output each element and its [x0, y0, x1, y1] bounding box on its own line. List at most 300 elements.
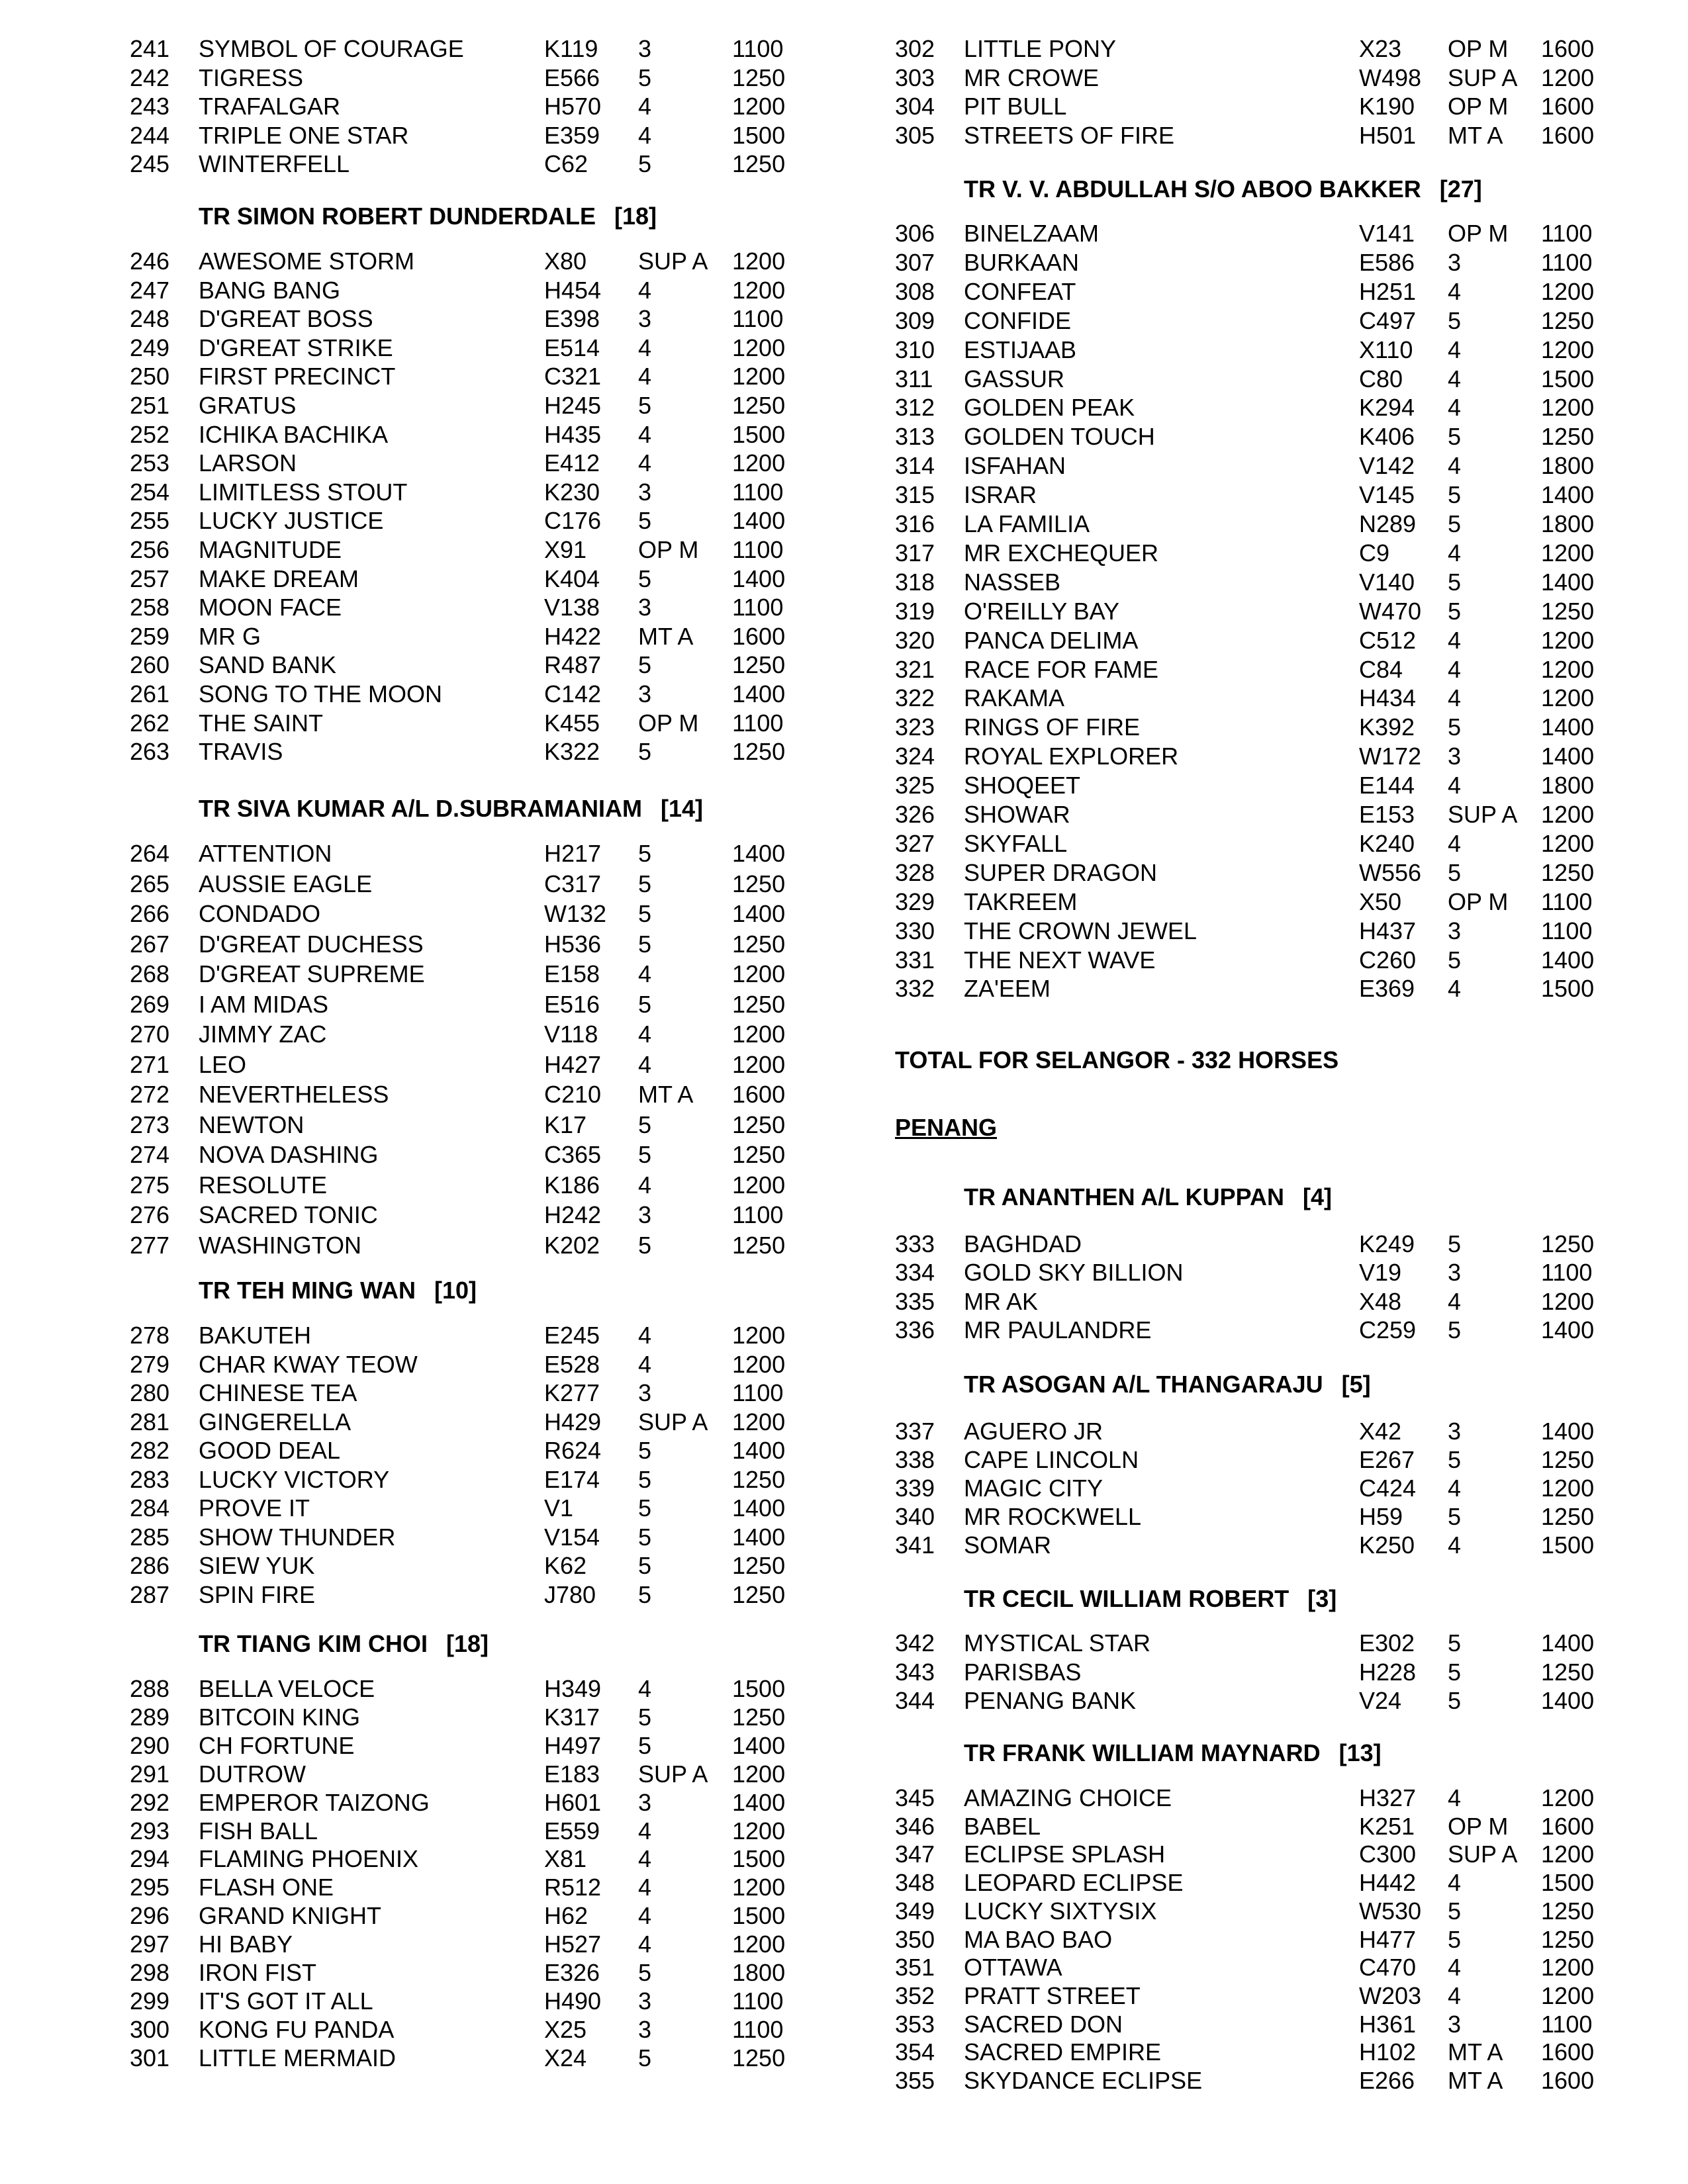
- horse-row: [0, 1494, 844, 1523]
- horse-code: H434: [1359, 684, 1417, 712]
- trainer-horse-count: [27]: [1439, 175, 1482, 203]
- horse-class: 3: [1448, 1259, 1462, 1287]
- horse-name: SAND BANK: [199, 651, 337, 679]
- horse-rating: 1800: [732, 1959, 786, 1986]
- horse-class: 3: [638, 478, 652, 506]
- horse-row: [0, 420, 844, 449]
- horse-number: 334: [895, 1259, 935, 1287]
- horse-code: C142: [544, 680, 602, 707]
- horse-rating: 1250: [1541, 306, 1595, 334]
- horse-row: [0, 2044, 844, 2073]
- horse-name: MAGIC CITY: [964, 1475, 1103, 1502]
- horse-rating: 1500: [1541, 975, 1595, 1003]
- horse-number: 295: [130, 1874, 170, 1901]
- horse-name: MR CROWE: [964, 64, 1099, 91]
- horse-row: [0, 1465, 844, 1494]
- horse-name: SKYDANCE ECLIPSE: [964, 2067, 1203, 2094]
- horse-name: NOVA DASHING: [199, 1141, 379, 1168]
- trainer-name: TR TEH MING WAN: [199, 1277, 416, 1304]
- horse-class: MT A: [1448, 121, 1503, 149]
- horse-name: PENANG BANK: [964, 1687, 1137, 1715]
- horse-name: GOLDEN PEAK: [964, 394, 1135, 422]
- horse-rating: 1100: [1541, 2010, 1593, 2038]
- horse-rating: 1400: [732, 900, 786, 927]
- horse-name: CONFEAT: [964, 277, 1076, 305]
- horse-class: 5: [1448, 1897, 1462, 1925]
- horse-class: 4: [1448, 1784, 1462, 1811]
- horse-row: [0, 362, 844, 391]
- horse-code: H62: [544, 1902, 588, 1930]
- horse-name: SOMAR: [964, 1531, 1052, 1559]
- horse-name: PROVE IT: [199, 1494, 310, 1522]
- horse-code: K277: [544, 1379, 600, 1406]
- horse-number: 242: [130, 64, 170, 91]
- horse-class: MT A: [638, 1081, 694, 1108]
- horse-row: [0, 1958, 844, 1987]
- horse-name: KONG FU PANDA: [199, 2015, 395, 2043]
- region-heading-penang: PENANG: [895, 1114, 998, 1141]
- horse-class: 5: [1448, 1925, 1462, 1953]
- horse-name: TRAVIS: [199, 738, 283, 766]
- horse-class: SUP A: [638, 1760, 708, 1788]
- horse-code: H349: [544, 1675, 602, 1702]
- horse-name: EMPEROR TAIZONG: [199, 1788, 430, 1816]
- horse-rating: 1600: [1541, 2067, 1595, 2094]
- horse-rating: 1500: [732, 1845, 786, 1873]
- horse-number: 351: [895, 1954, 935, 1981]
- horse-row: [0, 1551, 844, 1580]
- horse-rating: 1200: [1541, 394, 1595, 422]
- horse-rating: 1400: [732, 1437, 786, 1464]
- horse-number: 309: [895, 306, 935, 334]
- horse-number: 252: [130, 420, 170, 448]
- trainer-name: TR ANANTHEN A/L KUPPAN: [964, 1183, 1284, 1210]
- horse-code: K240: [1359, 829, 1415, 857]
- horse-row: [0, 304, 844, 334]
- horse-row: [0, 565, 844, 594]
- horse-class: OP M: [1448, 35, 1509, 62]
- horse-row: [0, 64, 844, 93]
- horse-class: 5: [1448, 858, 1462, 886]
- horse-class: 4: [1448, 1287, 1462, 1315]
- horse-rating: 1500: [732, 121, 786, 149]
- horse-number: 348: [895, 1869, 935, 1897]
- horse-name: D'GREAT SUPREME: [199, 960, 425, 987]
- horse-code: E326: [544, 1959, 600, 1986]
- horse-rating: 1600: [732, 622, 786, 650]
- horse-row: [0, 1111, 844, 1140]
- horse-row: [0, 1350, 844, 1379]
- horse-rating: 1200: [1541, 1475, 1595, 1502]
- horse-rating: 1100: [1541, 917, 1593, 944]
- horse-name: SKYFALL: [964, 829, 1068, 857]
- horse-class: 5: [1448, 1230, 1462, 1257]
- horse-class: 5: [638, 900, 652, 927]
- horse-name: GINGERELLA: [199, 1408, 352, 1435]
- horse-code: V138: [544, 594, 600, 621]
- horse-rating: 1100: [732, 1201, 784, 1228]
- horse-name: LITTLE PONY: [964, 35, 1117, 62]
- horse-row: [844, 829, 1688, 858]
- horse-rating: 1600: [1541, 93, 1595, 120]
- horse-name: TAKREEM: [964, 887, 1078, 915]
- horse-code: H435: [544, 420, 602, 448]
- horse-rating: 1100: [1541, 220, 1593, 247]
- horse-class: 3: [638, 594, 652, 621]
- horse-rating: 1250: [1541, 1658, 1595, 1686]
- horse-class: 4: [638, 121, 652, 149]
- horse-class: SUP A: [638, 248, 708, 275]
- horse-name: BAGHDAD: [964, 1230, 1082, 1257]
- horse-name: BURKAAN: [964, 248, 1080, 276]
- horse-name: MR G: [199, 622, 261, 650]
- horse-name: D'GREAT BOSS: [199, 305, 373, 333]
- horse-row: [0, 1844, 844, 1874]
- horse-number: 293: [130, 1817, 170, 1844]
- horse-rating: 1250: [1541, 597, 1595, 625]
- horse-code: E174: [544, 1465, 600, 1493]
- horse-code: E267: [1359, 1446, 1415, 1474]
- horse-code: K190: [1359, 93, 1415, 120]
- horse-number: 291: [130, 1760, 170, 1788]
- horse-name: MYSTICAL STAR: [964, 1629, 1151, 1657]
- horse-rating: 1600: [1541, 2038, 1595, 2066]
- horse-rating: 1200: [1541, 684, 1595, 712]
- horse-row: [844, 626, 1688, 655]
- horse-row: [0, 1817, 844, 1846]
- trainer-horse-count: [5]: [1341, 1371, 1371, 1398]
- horse-name: DUTROW: [199, 1760, 306, 1788]
- horse-number: 243: [130, 93, 170, 120]
- horse-number: 286: [130, 1552, 170, 1579]
- horse-name: SHOQEET: [964, 772, 1081, 799]
- horse-code: X50: [1359, 887, 1402, 915]
- horse-number: 318: [895, 568, 935, 596]
- horse-class: 4: [638, 1931, 652, 1958]
- horse-row: [844, 1316, 1688, 1345]
- horse-code: C210: [544, 1081, 602, 1108]
- selangor-total: TOTAL FOR SELANGOR - 332 HORSES: [895, 1046, 1339, 1073]
- horse-rating: 1250: [732, 64, 786, 91]
- horse-code: K404: [544, 565, 600, 592]
- horse-number: 260: [130, 651, 170, 679]
- horse-name: STREETS OF FIRE: [964, 121, 1175, 149]
- horse-number: 323: [895, 713, 935, 741]
- horse-name: LUCKY VICTORY: [199, 1465, 390, 1493]
- horse-number: 262: [130, 709, 170, 737]
- horse-name: BITCOIN KING: [199, 1703, 361, 1731]
- horse-row: [844, 422, 1688, 451]
- horse-name: BINELZAAM: [964, 220, 1100, 247]
- horse-rating: 1200: [1541, 801, 1595, 828]
- horse-code: W498: [1359, 64, 1422, 91]
- horse-row: [0, 449, 844, 478]
- horse-class: 5: [1448, 481, 1462, 509]
- horse-class: 4: [638, 334, 652, 361]
- horse-code: H536: [544, 930, 602, 958]
- horse-rating: 1250: [732, 930, 786, 958]
- horse-row: [844, 510, 1688, 539]
- horse-name: THE CROWN JEWEL: [964, 917, 1197, 944]
- horse-class: 5: [638, 990, 652, 1018]
- horse-class: 5: [638, 870, 652, 897]
- horse-code: H327: [1359, 1784, 1417, 1811]
- horse-code: K249: [1359, 1230, 1415, 1257]
- horse-row: [0, 737, 844, 766]
- horse-rating: 1200: [732, 363, 786, 390]
- horse-class: 4: [638, 276, 652, 304]
- horse-rating: 1200: [732, 1171, 786, 1199]
- horse-row: [844, 64, 1688, 93]
- horse-rating: 1250: [732, 1141, 786, 1168]
- horse-rating: 1250: [732, 1111, 786, 1138]
- horse-code: C321: [544, 363, 602, 390]
- horse-code: K322: [544, 738, 600, 766]
- horse-number: 256: [130, 536, 170, 563]
- horse-class: 3: [638, 305, 652, 333]
- horse-rating: 1400: [732, 565, 786, 592]
- horse-class: OP M: [1448, 220, 1509, 247]
- horse-class: 5: [1448, 1446, 1462, 1474]
- horse-number: 284: [130, 1494, 170, 1522]
- horse-class: 5: [638, 930, 652, 958]
- trainer-name: TR ASOGAN A/L THANGARAJU: [964, 1371, 1323, 1398]
- horse-number: 270: [130, 1021, 170, 1048]
- horse-class: 4: [1448, 452, 1462, 480]
- trainer-name: TR SIMON ROBERT DUNDERDALE: [199, 203, 596, 230]
- horse-class: 5: [1448, 1629, 1462, 1657]
- horse-number: 355: [895, 2067, 935, 2094]
- horse-number: 251: [130, 392, 170, 419]
- horse-number: 341: [895, 1531, 935, 1559]
- horse-name: NEWTON: [199, 1111, 305, 1138]
- horse-code: E398: [544, 305, 600, 333]
- horse-row: [0, 1321, 844, 1350]
- horse-number: 246: [130, 248, 170, 275]
- horse-row: [0, 276, 844, 305]
- horse-number: 352: [895, 1981, 935, 2009]
- horse-row: [844, 1981, 1688, 2011]
- horse-row: [844, 219, 1688, 248]
- horse-name: BABEL: [964, 1812, 1041, 1840]
- horse-row: [0, 1140, 844, 1169]
- horse-row: [844, 1474, 1688, 1503]
- horse-name: FLAMING PHOENIX: [199, 1845, 419, 1873]
- horse-class: 4: [1448, 539, 1462, 567]
- horse-code: H501: [1359, 121, 1417, 149]
- horse-code: K230: [544, 478, 600, 506]
- horse-name: TRIPLE ONE STAR: [199, 121, 409, 149]
- horse-rating: 1100: [1541, 887, 1593, 915]
- horse-row: [0, 870, 844, 899]
- horse-rating: 1200: [1541, 1784, 1595, 1811]
- trainer-horse-count: [10]: [434, 1277, 477, 1304]
- horse-row: [0, 1930, 844, 1959]
- horse-code: K294: [1359, 394, 1415, 422]
- horse-name: CONDADO: [199, 900, 321, 927]
- horse-code: H429: [544, 1408, 602, 1435]
- trainer-heading-tr-tiang-kim-choi: [199, 1629, 489, 1659]
- horse-rating: 1100: [1541, 248, 1593, 276]
- horse-name: ICHIKA BACHIKA: [199, 420, 389, 448]
- horse-rating: 1500: [1541, 1531, 1595, 1559]
- horse-row: [0, 34, 844, 64]
- horse-row: [844, 1230, 1688, 1259]
- horse-row: [0, 1050, 844, 1079]
- horse-row: [844, 887, 1688, 917]
- horse-name: MA BAO BAO: [964, 1925, 1113, 1953]
- horse-code: E183: [544, 1760, 600, 1788]
- horse-code: C259: [1359, 1316, 1417, 1343]
- horse-class: 5: [1448, 1658, 1462, 1686]
- horse-row: [844, 1258, 1688, 1287]
- horse-name: LUCKY JUSTICE: [199, 507, 384, 535]
- horse-name: AWESOME STORM: [199, 248, 415, 275]
- horse-name: ATTENTION: [199, 840, 332, 867]
- horse-name: SIEW YUK: [199, 1552, 315, 1579]
- horse-code: X80: [544, 248, 587, 275]
- horse-class: 5: [638, 2044, 652, 2071]
- horse-number: 312: [895, 394, 935, 422]
- trainer-heading-tr-siva-kumar-a-l-d-subramaniam: [199, 794, 703, 823]
- horse-rating: 1250: [1541, 1230, 1595, 1257]
- horse-name: TIGRESS: [199, 64, 304, 91]
- horse-row: [844, 684, 1688, 713]
- horse-number: 347: [895, 1841, 935, 1868]
- horse-code: W132: [544, 900, 607, 927]
- horse-name: RAKAMA: [964, 684, 1065, 712]
- horse-number: 353: [895, 2010, 935, 2038]
- horse-row: [844, 1812, 1688, 1841]
- horse-number: 249: [130, 334, 170, 361]
- horse-name: LA FAMILIA: [964, 510, 1090, 537]
- horse-number: 327: [895, 829, 935, 857]
- horse-class: 5: [1448, 510, 1462, 537]
- horse-class: MT A: [1448, 2067, 1503, 2094]
- horse-number: 310: [895, 336, 935, 363]
- horse-number: 329: [895, 887, 935, 915]
- horse-code: V142: [1359, 452, 1415, 480]
- horse-row: [844, 34, 1688, 64]
- horse-name: ISFAHAN: [964, 452, 1066, 480]
- horse-class: 3: [1448, 1418, 1462, 1445]
- horse-rating: 1200: [732, 1322, 786, 1349]
- horse-row: [0, 1436, 844, 1465]
- horse-number: 297: [130, 1931, 170, 1958]
- horse-rating: 1100: [1541, 1259, 1593, 1287]
- trainer-name: TR V. V. ABDULLAH S/O ABOO BAKKER: [964, 175, 1421, 203]
- horse-rating: 1250: [1541, 1446, 1595, 1474]
- horse-row: [0, 839, 844, 868]
- horse-rating: 1200: [732, 960, 786, 987]
- horse-name: SPIN FIRE: [199, 1580, 316, 1608]
- horse-row: [844, 597, 1688, 626]
- horse-row: [844, 568, 1688, 597]
- horse-row: [844, 2010, 1688, 2039]
- horse-code: K317: [544, 1703, 600, 1731]
- horse-row: [0, 1523, 844, 1552]
- horse-name: FIRST PRECINCT: [199, 363, 396, 390]
- horse-class: 4: [1448, 277, 1462, 305]
- horse-name: CAPE LINCOLN: [964, 1446, 1139, 1474]
- horse-name: ROYAL EXPLORER: [964, 743, 1179, 770]
- horse-code: K250: [1359, 1531, 1415, 1559]
- horse-number: 281: [130, 1408, 170, 1435]
- horse-name: SHOWAR: [964, 801, 1070, 828]
- horse-code: V19: [1359, 1259, 1402, 1287]
- horse-class: 4: [638, 449, 652, 477]
- horse-name: PRATT STREET: [964, 1981, 1141, 2009]
- horse-number: 314: [895, 452, 935, 480]
- horse-number: 280: [130, 1379, 170, 1406]
- horse-rating: 1200: [732, 1050, 786, 1078]
- horse-row: [0, 1674, 844, 1704]
- horse-class: 5: [638, 1703, 652, 1731]
- horse-code: H361: [1359, 2010, 1417, 2038]
- horse-class: OP M: [1448, 1812, 1509, 1840]
- horse-class: 5: [638, 651, 652, 679]
- trainer-heading-tr-simon-robert-dunderdale: [199, 202, 657, 231]
- trainer-heading-tr-frank-william-maynard: [964, 1739, 1382, 1768]
- horse-class: 4: [1448, 772, 1462, 799]
- horse-code: V141: [1359, 220, 1415, 247]
- horse-name: ZA'EEM: [964, 975, 1051, 1003]
- horse-rating: 1200: [732, 1817, 786, 1844]
- horse-number: 339: [895, 1475, 935, 1502]
- horse-row: [844, 451, 1688, 480]
- horse-name: THE SAINT: [199, 709, 324, 737]
- horse-code: X81: [544, 1845, 587, 1873]
- horse-code: K406: [1359, 423, 1415, 451]
- horse-class: 5: [1448, 568, 1462, 596]
- horse-class: 5: [638, 64, 652, 91]
- horse-rating: 1400: [1541, 1629, 1595, 1657]
- horse-name: LITTLE MERMAID: [199, 2044, 397, 2071]
- horse-row: [844, 365, 1688, 394]
- horse-class: 5: [1448, 423, 1462, 451]
- horse-class: 5: [1448, 306, 1462, 334]
- horse-code: K455: [544, 709, 600, 737]
- horse-rating: 1200: [732, 334, 786, 361]
- horse-row: [844, 393, 1688, 422]
- horse-code: R487: [544, 651, 602, 679]
- horse-row: [0, 930, 844, 959]
- horse-number: 342: [895, 1629, 935, 1657]
- horse-rating: 1400: [732, 680, 786, 707]
- horse-rating: 1250: [732, 990, 786, 1018]
- horse-name: AUSSIE EAGLE: [199, 870, 373, 897]
- horse-name: PIT BULL: [964, 93, 1067, 120]
- horse-row: [0, 121, 844, 150]
- horse-code: H102: [1359, 2038, 1417, 2066]
- horse-class: 4: [638, 1021, 652, 1048]
- horse-name: SACRED DON: [964, 2010, 1123, 2038]
- horse-code: R512: [544, 1874, 602, 1901]
- horse-rating: 1200: [1541, 829, 1595, 857]
- horse-rating: 1400: [1541, 568, 1595, 596]
- horse-code: K392: [1359, 713, 1415, 741]
- horse-code: W172: [1359, 743, 1422, 770]
- horse-rating: 1250: [732, 1231, 786, 1259]
- horse-name: GOLD SKY BILLION: [964, 1259, 1184, 1287]
- horse-class: 4: [1448, 1981, 1462, 2009]
- horse-row: [0, 1080, 844, 1109]
- horse-number: 292: [130, 1788, 170, 1816]
- horse-code: K202: [544, 1231, 600, 1259]
- trainer-name: TR FRANK WILLIAM MAYNARD: [964, 1739, 1321, 1766]
- horse-class: 5: [638, 150, 652, 178]
- horse-number: 257: [130, 565, 170, 592]
